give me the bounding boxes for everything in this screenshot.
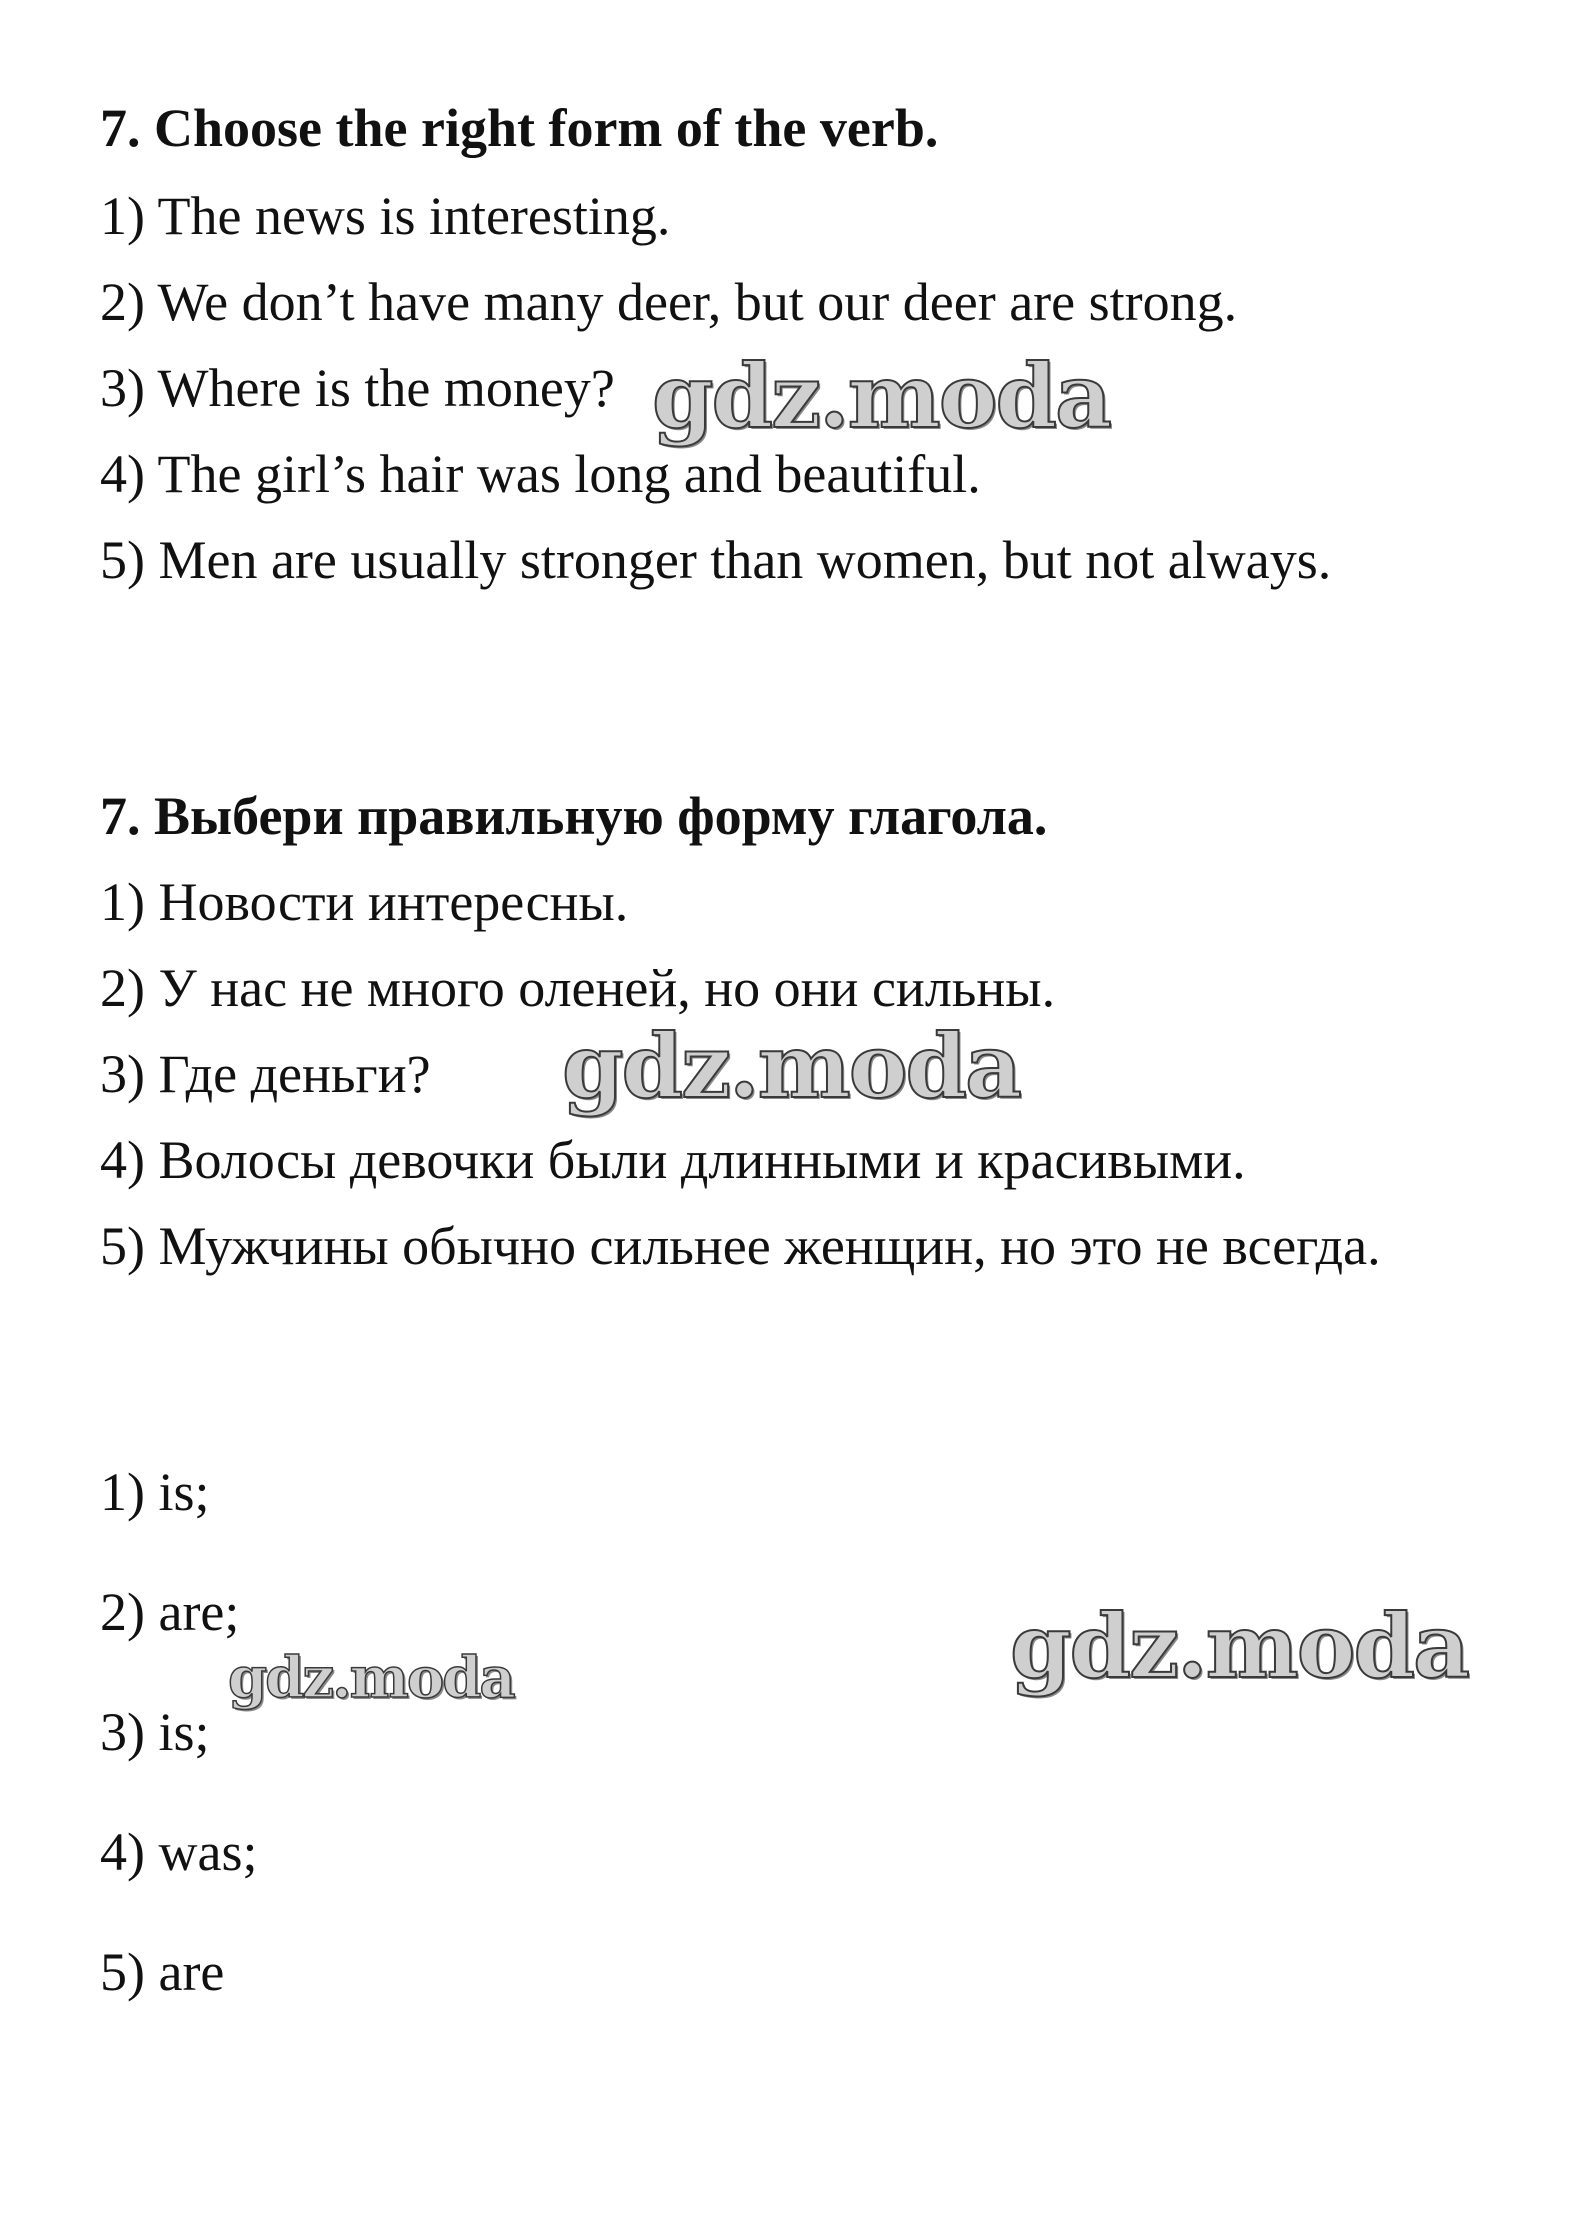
answer-item-2: 2) are; xyxy=(100,1582,240,1642)
exercise-ru-heading: 7. Выбери правильную форму глагола. xyxy=(100,786,1048,846)
exercise-ru-item-5: 5) Мужчины обычно сильнее женщин, но это не всегда. xyxy=(100,1216,1381,1276)
answer-item-4: 4) was; xyxy=(100,1822,258,1882)
exercise-ru-item-3: 3) Где деньги? xyxy=(100,1044,431,1104)
watermark-logo-4: gdz.moda xyxy=(228,1645,514,1711)
exercise-ru-item-4: 4) Волосы девочки были длинными и красивыми. xyxy=(100,1130,1246,1190)
exercise-ru-item-2: 2) У нас не много оленей, но они сильны. xyxy=(100,958,1056,1018)
answer-item-3: 3) is; xyxy=(100,1702,210,1762)
watermark-logo-1: gdz.moda xyxy=(652,344,1111,448)
watermark-logo-2: gdz.moda xyxy=(562,1014,1021,1118)
exercise-ru-item-1: 1) Новости интересны. xyxy=(100,872,629,932)
answer-item-5: 5) are xyxy=(100,1942,225,2002)
exercise-en-heading: 7. Choose the right form of the verb. xyxy=(100,98,939,158)
watermark-logo-3: gdz.moda xyxy=(1010,1594,1469,1698)
exercise-en-item-5: 5) Men are usually stronger than women, but not always. xyxy=(100,530,1332,590)
answer-item-1: 1) is; xyxy=(100,1462,210,1522)
exercise-en-item-2: 2) We don’t have many deer, but our deer are strong. xyxy=(100,272,1238,332)
exercise-en-item-1: 1) The news is interesting. xyxy=(100,186,671,246)
exercise-en-item-3: 3) Where is the money? xyxy=(100,358,615,418)
exercise-en-item-4: 4) The girl’s hair was long and beautiful. xyxy=(100,444,981,504)
